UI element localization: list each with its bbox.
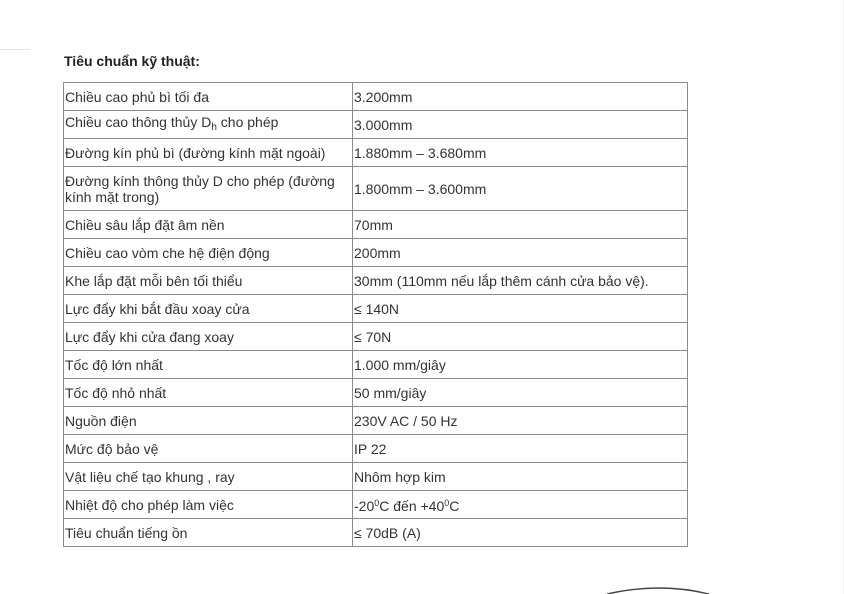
- spec-value: IP 22: [353, 435, 688, 463]
- top-divider: [0, 49, 30, 50]
- spec-label-suffix: cho phép: [216, 113, 279, 130]
- spec-value: 3.200mm: [353, 83, 688, 111]
- spec-value: ≤ 70dB (A): [353, 519, 688, 547]
- spec-label: Vật liệu chế tạo khung , ray: [64, 463, 353, 491]
- table-row: [64, 519, 688, 547]
- spec-label: Chiều sâu lắp đặt âm nền: [64, 211, 353, 239]
- spec-value: [353, 491, 688, 519]
- table-row: [64, 351, 688, 379]
- table-row: [64, 491, 688, 519]
- spec-label: Lực đẩy khi cửa đang xoay: [64, 323, 353, 351]
- spec-label-subscript: h: [211, 121, 217, 133]
- spec-label: Tốc độ nhỏ nhất: [64, 379, 353, 407]
- table-row: [64, 267, 688, 295]
- spec-value: ≤ 140N: [353, 295, 688, 323]
- spec-label: Lực đẩy khi bắt đầu xoay cửa: [64, 295, 353, 323]
- spec-label: Tốc độ lớn nhất: [64, 351, 353, 379]
- temp-range-text: C đến +40: [379, 498, 445, 514]
- spec-value: 230V AC / 50 Hz: [353, 407, 688, 435]
- temp-min-value: -20: [354, 498, 375, 514]
- spec-value: ≤ 70N: [353, 323, 688, 351]
- partial-image-arc: [605, 586, 715, 594]
- spec-value: Nhôm hợp kim: [353, 463, 688, 491]
- spec-label: Tiêu chuẩn tiếng ồn: [64, 519, 353, 547]
- degree-superscript: 0: [444, 498, 450, 508]
- spec-label-prefix: Chiều cao thông thủy D: [65, 113, 212, 130]
- spec-value: 1.000 mm/giây: [353, 351, 688, 379]
- section-title: Tiêu chuẩn kỹ thuật:: [64, 53, 200, 69]
- table-row: [64, 83, 688, 111]
- spec-label: Khe lắp đặt mỗi bên tối thiểu: [64, 267, 353, 295]
- table-row: [64, 167, 688, 211]
- spec-label: [64, 111, 353, 139]
- spec-label: Nguồn điện: [64, 407, 353, 435]
- table-row: [64, 111, 688, 139]
- spec-label: Nhiệt độ cho phép làm việc: [64, 491, 353, 519]
- table-row: [64, 295, 688, 323]
- spec-value: 1.800mm – 3.600mm: [353, 167, 688, 211]
- spec-label: Đường kín phủ bì (đường kính mặt ngoài): [64, 139, 353, 167]
- table-row: [64, 239, 688, 267]
- spec-table: [63, 82, 688, 547]
- spec-value: 30mm (110mm nếu lắp thêm cánh cửa bảo vệ).: [353, 267, 688, 295]
- table-row: [64, 211, 688, 239]
- table-row: [64, 323, 688, 351]
- table-row: [64, 407, 688, 435]
- table-row: [64, 435, 688, 463]
- spec-value: 1.880mm – 3.680mm: [353, 139, 688, 167]
- spec-label: Đường kính thông thủy D cho phép (đường kính mặt trong): [64, 167, 353, 211]
- degree-superscript: 0: [374, 498, 380, 508]
- spec-label: Chiều cao vòm che hệ điện động: [64, 239, 353, 267]
- spec-label: Mức độ bảo vệ: [64, 435, 353, 463]
- table-row: [64, 139, 688, 167]
- spec-label: Chiều cao phủ bì tối đa: [64, 83, 353, 111]
- spec-value: 3.000mm: [353, 111, 688, 139]
- spec-value: 200mm: [353, 239, 688, 267]
- temp-unit: C: [449, 498, 460, 514]
- table-row: [64, 463, 688, 491]
- spec-value: 70mm: [353, 211, 688, 239]
- spec-value: 50 mm/giây: [353, 379, 688, 407]
- table-row: [64, 379, 688, 407]
